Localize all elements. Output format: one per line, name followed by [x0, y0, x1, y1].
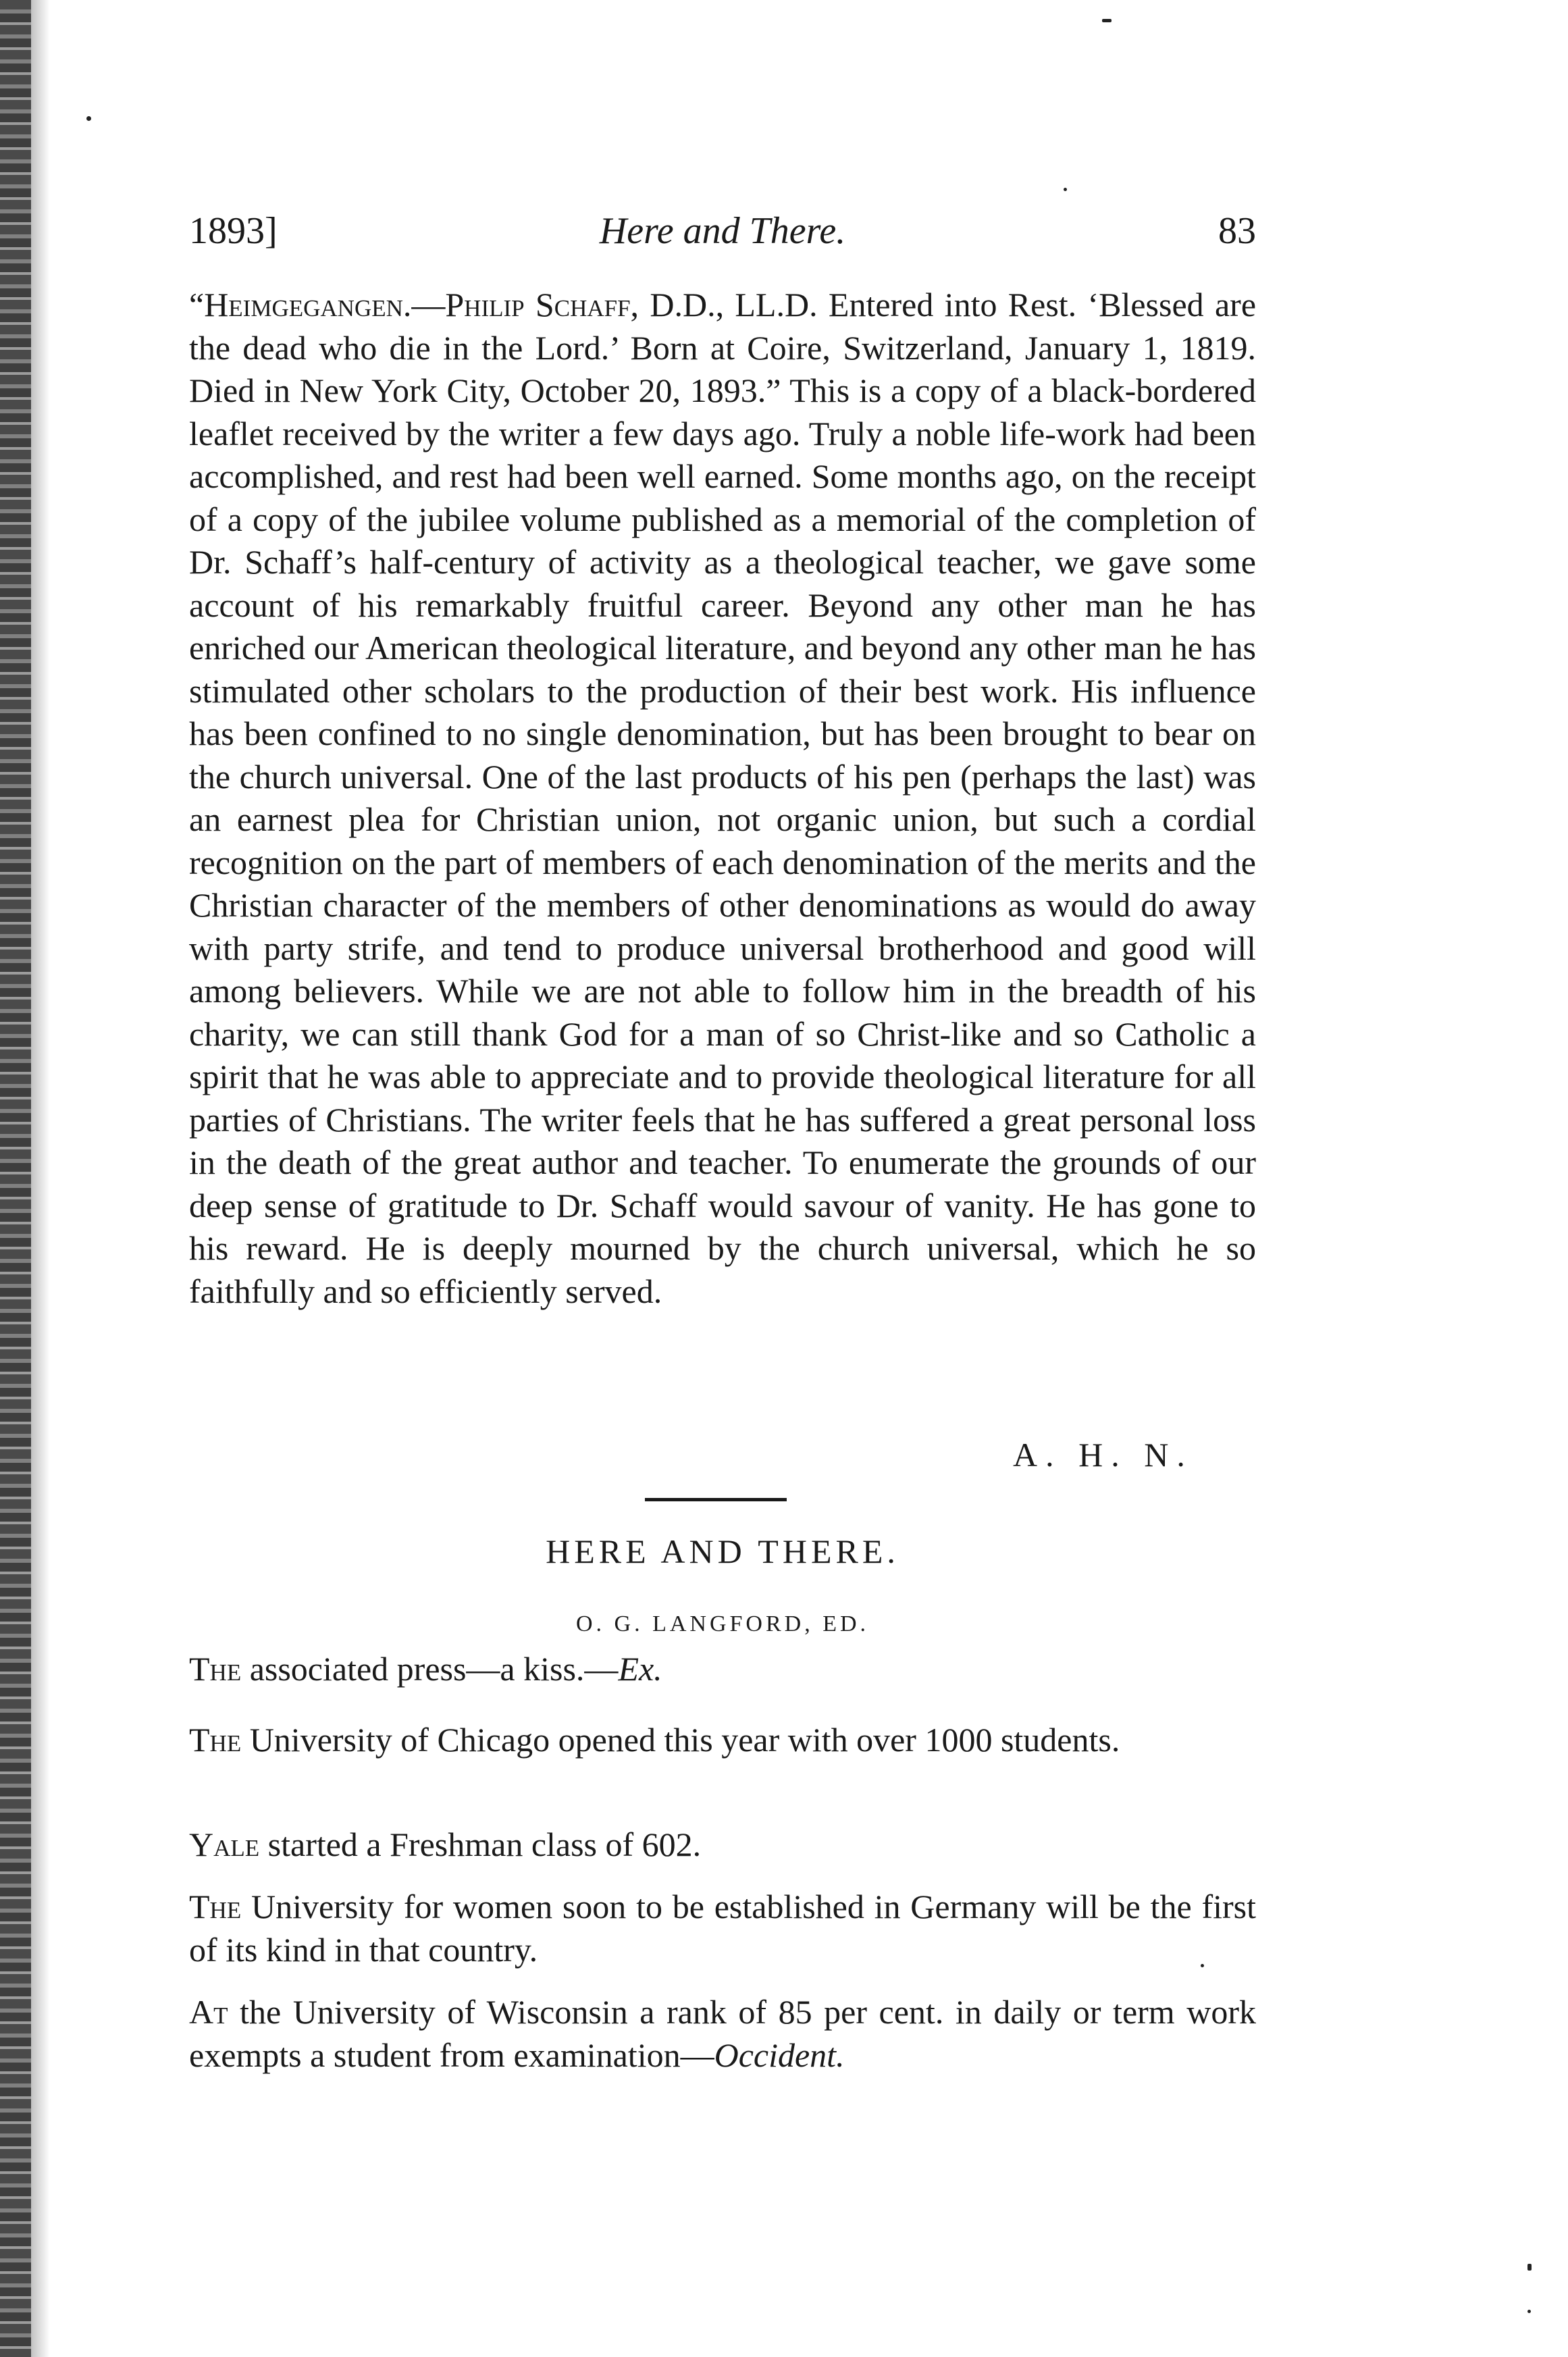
author-initials: A. H. N. — [1013, 1436, 1193, 1474]
news-item — [189, 1886, 1256, 1971]
news-item — [189, 1719, 1256, 1762]
section-divider — [645, 1498, 787, 1501]
running-head-title: Here and There. — [599, 210, 846, 252]
scan-speck — [1064, 188, 1067, 191]
news-item-source: Occident. — [714, 2036, 845, 2074]
news-item-lead: At — [189, 1993, 228, 2031]
news-item-lead: Yale — [189, 1825, 260, 1863]
scan-speck — [86, 116, 91, 121]
news-item-lead: The — [189, 1888, 242, 1925]
section-heading: HERE AND THERE. — [546, 1532, 899, 1570]
running-head — [189, 209, 1256, 263]
scan-speck — [1102, 19, 1112, 22]
news-item — [189, 1991, 1256, 2077]
binding-edge — [0, 0, 31, 2357]
news-item-source: Ex. — [618, 1650, 662, 1688]
news-item — [189, 1648, 1256, 1691]
obituary-lead: “Heimgegangen.—Philip Schaff, D.D., LL.D. — [189, 286, 818, 323]
news-item-lead: The — [189, 1721, 242, 1759]
obituary-paragraph — [189, 284, 1256, 1313]
news-item-text: University of Chicago opened this year with over 1000 students. — [241, 1721, 1120, 1759]
news-item-lead: The — [189, 1650, 242, 1688]
news-item-text: associated press—a kiss.— — [241, 1650, 619, 1688]
news-item — [189, 1823, 1256, 1867]
news-item-text: started a Freshman class of 602. — [259, 1825, 702, 1863]
binding-shadow — [31, 0, 50, 2357]
section-editor: O. G. LANGFORD, ED. — [575, 1611, 870, 1636]
page-number: 83 — [1218, 210, 1256, 252]
running-head-year: 1893] — [189, 210, 278, 252]
obituary-body: Entered into Rest. ‘Blessed are the dead who die in the Lord.’ Born at Coire, Switzerland, January 1, 1819. Died in New York City, October 20, 1893.” This is a copy of a black-bordered leaflet received by the writer a few days ago. Truly a noble life-work had been accomplished, and rest had been well earned. Some months ago, on the receipt of a copy of the jubilee volume published as a memorial of the completion of Dr. Schaff’s half-century of activity as a theological teacher, we gave some account of his remarkably fruitful career. Beyond any other man he has enriched our American theological literature, and beyond any other man he has stimulated other scholars to the production of their best work. His influence has been confined to no single denomination, but has been brought to bear on the church universal. One of the last products of his pen (perhaps the last) was an earnest plea for Christian union, not organic union, but such a cordial recognition on the part of members of each denomination of the merits and the Christian character of the members of other denominations as would do away with party strife, and tend to produce universal brotherhood and good will among believers. While we are not able to follow him in the breadth of his charity, we can still thank God for a man of so Christ-like and so Catholic a spirit that he was able to appreciate and to provide theological literature for all parties of Christians. The writer feels that he has suffered a great personal loss in the death of the great author and teacher. To enumerate the grounds of our deep sense of gratitude to Dr. Schaff would savour of vanity. He has gone to his reward. He is deeply mourned by the church universal, which he so faithfully and so efficiently served. — [189, 286, 1257, 1310]
news-item-text: University for women soon to be established in Germany will be the first of its kind in that country. — [189, 1888, 1256, 1969]
scan-speck — [1527, 2310, 1531, 2313]
news-item-text: the University of Wisconsin a rank of 85 per cent. in daily or term work exempts a student from examination— — [189, 1993, 1256, 2074]
scan-speck — [1527, 2264, 1532, 2271]
